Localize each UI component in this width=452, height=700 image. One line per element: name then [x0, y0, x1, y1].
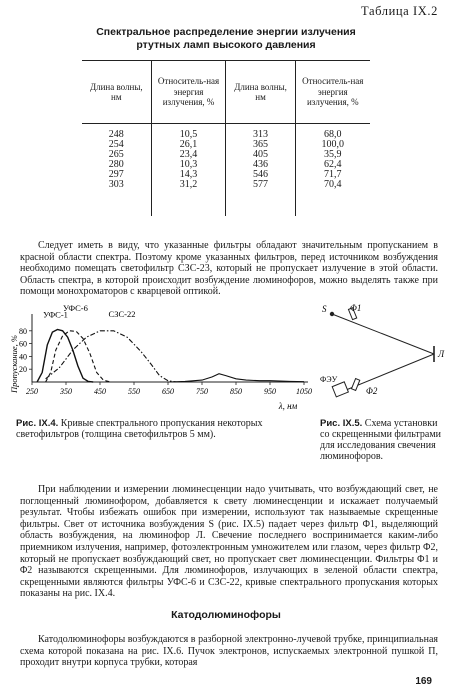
x-tick-label: 1050	[296, 387, 312, 396]
table-cell: 10,3	[151, 160, 226, 170]
series-line-1	[37, 330, 93, 383]
header-wavelength-1: Длина волны, нм	[82, 61, 151, 124]
transmission-chart	[4, 302, 322, 418]
series-line-3	[46, 331, 177, 382]
table-cell: 10,5	[151, 124, 226, 141]
series-label: УФС-1	[43, 309, 68, 320]
paragraph-filters-note: Следует иметь в виду, что указанные фильтры обладают значительным пропусканием в красной области спектра. Поэтому кроме указанных фильтров, перед источником возбуждения необходимо помещать светофильтр СЗС-23, который не пропускает излучение в этой области. Область спектра, в которой происходит возбуждение люминофоров, можно выделять также при помощи монохроматоров с кварцевой оптикой.	[20, 240, 438, 298]
table-cell: 436	[226, 160, 295, 170]
page-number: 169	[415, 676, 432, 687]
y-tick-label: 60	[19, 339, 27, 349]
source-label: S	[322, 304, 327, 314]
pmt-label: ФЭУ	[320, 375, 338, 384]
table-row	[82, 124, 370, 141]
figure-ix4-caption	[16, 418, 306, 440]
header-wavelength-2: Длина волны, нм	[226, 61, 295, 124]
table-cell: 248	[82, 124, 151, 141]
figure-ix5-text: Схема установки со скрещенными фильтрами для исследования свечения люминофоров.	[320, 418, 442, 462]
table-cell: 313	[226, 124, 295, 141]
figure-ix5-caption	[320, 418, 444, 462]
filter-1-label: Φ1	[350, 303, 362, 313]
paragraph-cathodoluminophores: Катодолюминофоры возбуждаются в разборной электронно-лучевой трубке, принципиальная схема которой показана на рис. IX.6. Пучок электронов, испускаемых электронной пушкой П, проходит внутри корпуса трубки, которая	[20, 634, 438, 669]
photomultiplier-icon	[332, 382, 348, 397]
x-tick-label: 850	[230, 387, 242, 396]
filter-2-icon	[351, 379, 359, 391]
x-tick-label: 450	[94, 387, 106, 396]
x-tick-label: 350	[60, 387, 72, 396]
table-cell: 62,4	[324, 159, 342, 170]
table-title-line-1: Спектральное распределение энергии излучения	[96, 26, 356, 38]
table-cell: 31,2	[151, 180, 226, 216]
table-cell: 265	[82, 150, 151, 160]
table-title	[0, 26, 452, 52]
table-cell: 303	[82, 180, 151, 216]
emission-beam-line	[346, 354, 434, 390]
table-cell: 546	[226, 170, 295, 180]
table-cell: 23,4	[151, 150, 226, 160]
y-tick-label: 80	[19, 326, 27, 336]
spectral-energy-table	[82, 60, 370, 216]
figure-ix4-text: Кривые спектрального пропускания некоторых светофильтров (толщина светофильтров 5 мм).	[16, 418, 263, 440]
y-tick-label: 40	[19, 352, 27, 362]
table-cell: 68,0	[324, 129, 342, 140]
x-tick-label: 950	[264, 387, 276, 396]
section-heading: Катодолюминофоры	[171, 609, 281, 621]
table-header-row	[82, 61, 370, 124]
figure-ix5-number: Рис. IX.5.	[320, 418, 363, 429]
table-cell: 100,0	[321, 139, 345, 150]
y-axis-label: Пропускание, %	[9, 334, 19, 394]
series-line-4	[168, 374, 304, 382]
table-number-label: Таблица IX.2	[361, 4, 438, 18]
table-cell: 71,7	[324, 169, 342, 180]
table-cell: 297	[82, 170, 151, 180]
table-cell: 280	[82, 160, 151, 170]
sample-label: Л	[438, 349, 445, 359]
x-tick-label: 750	[196, 387, 208, 396]
series-label: УФС-6	[62, 302, 88, 313]
source-dot-icon	[330, 312, 334, 316]
table-row	[82, 180, 370, 216]
table-title-line-2: ртутных ламп высокого давления	[136, 39, 316, 51]
figure-ix4-number: Рис. IX.4.	[16, 418, 59, 429]
table-cell: 70,4	[324, 179, 342, 190]
series-label: СЗС-22	[108, 308, 136, 319]
table-cell: 35,9	[324, 149, 342, 160]
table-cell: 254	[82, 140, 151, 150]
filter-2-label: Φ2	[366, 386, 378, 396]
crossed-filters-schematic	[318, 302, 446, 414]
series-line-2	[46, 331, 111, 382]
paragraph-crossed-filters: При наблюдении и измерении люминесценции надо учитывать, что возбуждающий свет, не поглощенный люминофором, добавляется к свету люминесценции и искажает получаемый результат. Чтобы избежать ошибок при измерении, используют так называемые скрещенные фильтры. Свет от источника возбуждения S (рис. IX.5) падает через фильтр Φ1, выделяющий область возбуждения, на люминофор Л. Свечение последнего воспринимается каким-либо приемником излучения, например, фотоэлектронным умножителем или глазом, через фильтр Φ2, который не пропускает возбуждающий свет, но пропускает свет люминесценции. Фильтры Φ1 и Φ2 называются скрещенными. Для люминофоров, излучающих в зеленой области спектра, скрещенными являются фильтры УФС-6 и СЗС-22, кривые спектрального пропускания которых показаны на рис. IX.4.	[20, 484, 438, 600]
table-cell: 405	[226, 150, 295, 160]
table-cell: 26,1	[151, 140, 226, 150]
table-cell: 14,3	[151, 170, 226, 180]
y-tick-label: 20	[19, 365, 27, 375]
header-energy-2: Относитель-ная энергия излучения, %	[295, 61, 370, 124]
x-axis-label: λ, нм	[278, 401, 298, 411]
x-tick-label: 650	[162, 387, 174, 396]
x-tick-label: 550	[128, 387, 140, 396]
x-tick-label: 250	[26, 387, 38, 396]
table-cell: 365	[226, 140, 295, 150]
header-energy-1: Относитель-ная энергия излучения, %	[151, 61, 226, 124]
table-cell: 577	[226, 180, 295, 216]
excitation-beam-line	[332, 314, 434, 354]
